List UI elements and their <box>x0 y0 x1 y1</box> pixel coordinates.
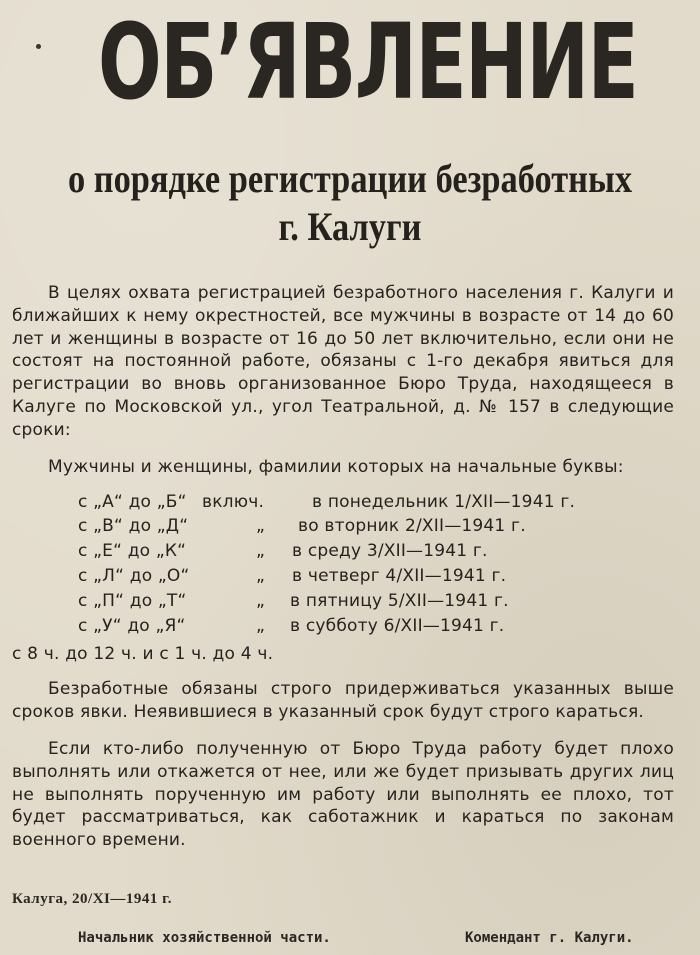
schedule-letters: с „Л“ до „О“ <box>78 566 190 586</box>
schedule-date: в субботу 6/XII—1941 г. <box>290 616 505 636</box>
poster-title: ОБ’ЯВЛЕНИЕ <box>97 1 638 123</box>
schedule-row <box>0 613 700 639</box>
schedule-ditto: „ <box>256 616 266 636</box>
schedule-date: во вторник 2/XII—1941 г. <box>298 516 526 536</box>
schedule-date: в пятницу 5/XII—1941 г. <box>290 591 509 611</box>
schedule-ditto: включ. <box>202 492 265 512</box>
office-hours: с 8 ч. до 12 ч. и с 1 ч. до 4 ч. <box>12 644 274 664</box>
schedule-ditto: „ <box>256 516 266 536</box>
schedule-ditto: „ <box>256 591 266 611</box>
sabotage-paragraph: Если кто-либо полученную от Бюро Труда работу будет плохо выполнять или откажется от нее, или же будет призывать других лиц не выполнять порученную им работу или выполнять ее плохо, тот будет рассматриваться, как саботажник и караться по законам военного времени. <box>12 739 674 851</box>
schedule-row <box>0 588 700 614</box>
issue-date: Калуга, 20/XI—1941 г. <box>12 891 172 907</box>
schedule-date: в понедельник 1/XII—1941 г. <box>312 492 576 512</box>
poster-subtitle-line1: о порядке регистрации безработных <box>67 156 633 201</box>
schedule-row <box>0 538 700 564</box>
poster-subtitle-line2: г. Калуги <box>278 204 422 249</box>
schedule-date: в четверг 4/XII—1941 г. <box>292 566 507 586</box>
schedule-ditto: „ <box>256 566 266 586</box>
schedule-letters: с „Е“ до „К“ <box>78 541 187 561</box>
schedule-row <box>0 489 700 515</box>
schedule-header: Мужчины и женщины, фамилии которых на начальные буквы: <box>48 457 624 477</box>
signature-commandant: Комендант г. Калуги. <box>465 930 634 946</box>
schedule-ditto: „ <box>256 541 266 561</box>
signature-economic-chief: Начальник хозяйственной части. <box>78 930 331 946</box>
schedule-letters: с „А“ до „Б“ <box>78 492 187 512</box>
schedule-letters: с „В“ до „Д“ <box>78 516 189 536</box>
schedule-row <box>0 513 700 539</box>
schedule-date: в среду 3/XII—1941 г. <box>292 541 488 561</box>
schedule-letters: с „П“ до „Т“ <box>78 591 187 611</box>
deadline-paragraph: Безработные обязаны строго придерживаться указанных выше сроков явки. Неявившиеся в указанный срок будут строго караться. <box>12 679 674 722</box>
intro-paragraph: В целях охвата регистрацией безработного населения г. Калуги и ближайших к нему окрестностей, все мужчины в возрасте от 14 до 60 лет и женщины в возрасте от 16 до 50 лет включительно, если они не состоят на постоянной работе, обязаны с 1-го декабря явиться для регистрации во вновь организованное Бюро Труда, находящееся в Калуге по Московской ул., угол Театральной, д. № 157 в следующие сроки: <box>12 283 674 440</box>
schedule-row <box>0 563 700 589</box>
schedule-letters: с „У“ до „Я“ <box>78 616 186 636</box>
ink-spot <box>36 44 41 49</box>
